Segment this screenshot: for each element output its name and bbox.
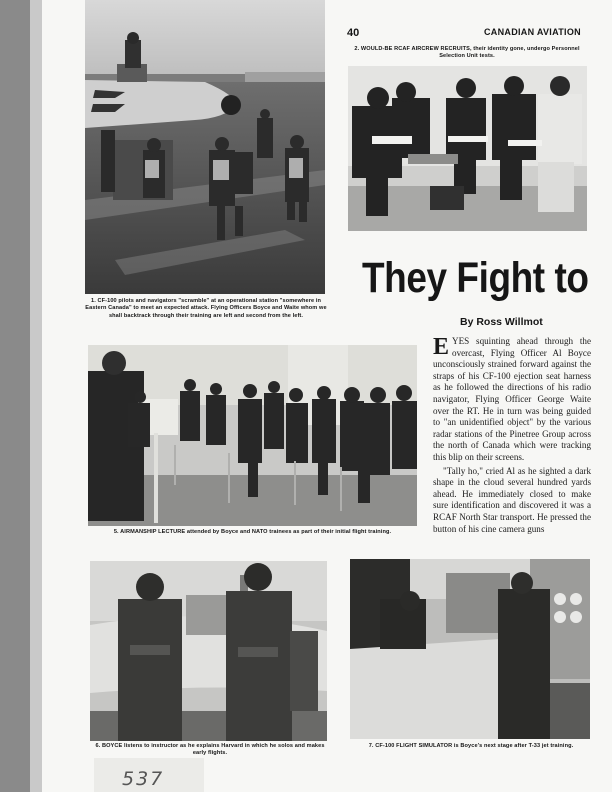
- caption-photo-7: 7. CF-100 FLIGHT SIMULATOR is Boyce's next stage after T-33 jet training.: [368, 743, 574, 749]
- article-body: [433, 336, 591, 537]
- magazine-name: CANADIAN AVIATION: [484, 27, 581, 37]
- photo-flight-simulator: [350, 559, 590, 739]
- caption-photo-2: 2. WOULD-BE RCAF AIRCREW RECRUITS, their identity gone, undergo Personnel Selection Unit tests.: [354, 46, 580, 60]
- handwritten-number: 537: [122, 768, 165, 790]
- photo-recruits-testing: [348, 66, 587, 231]
- page-number: 40: [347, 27, 360, 39]
- caption-photo-5: 5. AIRMANSHIP LECTURE attended by Boyce and NATO trainees as part of their initial flight training.: [113, 529, 392, 535]
- photo-harvard-briefing: [90, 561, 327, 741]
- caption-photo-1: 1. CF-100 pilots and navigators "scramble" at an operational station "somewhere in Eastern Canada" to meet an expected attack. Flying Officers Boyce and Waite whom we shall backtrack through their training are left and second from the left.: [85, 298, 327, 319]
- drop-cap: E: [433, 334, 450, 360]
- article-byline: By Ross Willmot: [460, 316, 543, 328]
- article-paragraph-1: EYES squinting ahead through the overcast, Flying Officer Al Boyce unconsciously strained forward against the straps of his CF-100 ejection seat harness as he followed the directions of his radio navigator, Flying Officer George Waite over the RT. He in turn was being guided to "an unidentified object" by the various radar stations of the Pinetree Group across the north of Canada which were tracking this blip on their screens.: [433, 334, 591, 462]
- photo-airmanship-lecture: [88, 345, 417, 526]
- scan-margin: [0, 0, 30, 792]
- scan-margin-shadow: [30, 0, 42, 792]
- photo-scramble: [85, 0, 325, 294]
- article-headline: They Fight to: [362, 254, 589, 302]
- article-paragraph-2: "Tally ho," cried Al as he sighted a dark shape in the cloud several hundred yards ahead. He immediately closed to make sure identification and discovered it was a RCAF North Star transport. He pressed the button of his cine camera guns: [433, 465, 591, 534]
- caption-photo-6: 6. BOYCE listens to instructor as he explains Harvard in which he solos and makes early flights.: [95, 743, 325, 757]
